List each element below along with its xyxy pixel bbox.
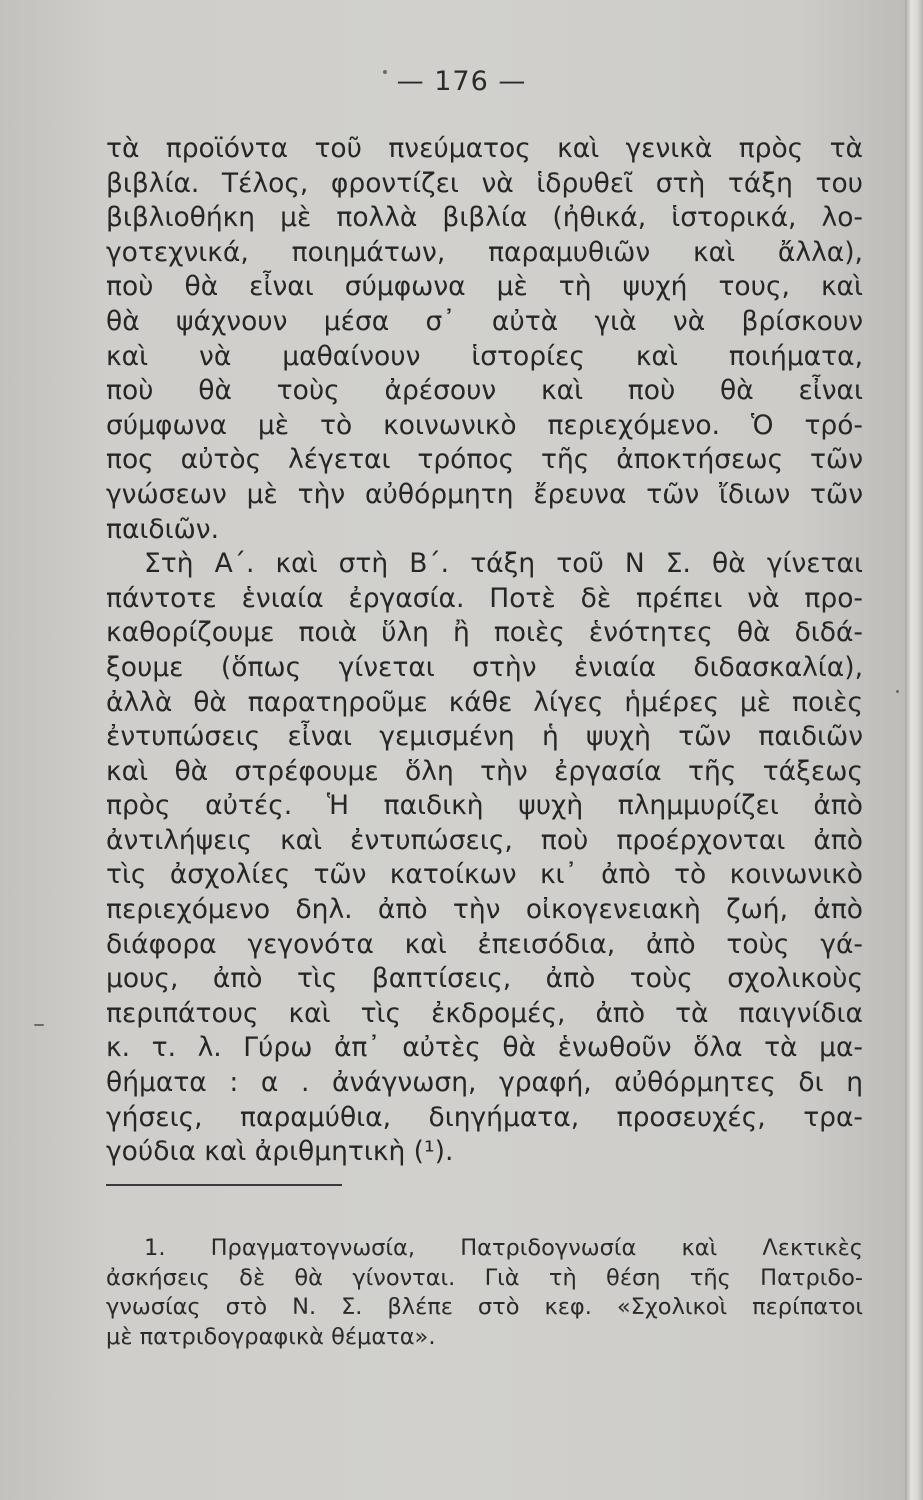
footnote-line: 1. Πραγματογνωσία, Πατριδογνωσία καὶ Λεκτικὲς bbox=[144, 1235, 863, 1261]
text-line: τὶς ἀσχολίες τῶν κατοίκων κι᾽ ἀπὸ τὸ κοινωνικὸ bbox=[106, 859, 863, 891]
text-line: περιπάτους καὶ τὶς ἐκδρομές, ἀπὸ τὰ παιγνίδια bbox=[106, 997, 863, 1029]
text-line: γνώσεων μὲ τὴν αὐθόρμητη ἔρευνα τῶν ἴδιων τῶν bbox=[106, 478, 863, 510]
footnote-line: μὲ πατριδογραφικὰ θέματα». bbox=[106, 1323, 436, 1350]
text-line: μους, ἀπὸ τὶς βαπτίσεις, ἀπὸ τοὺς σχολικοὺς bbox=[106, 963, 863, 995]
text-line: βιβλιοθήκη μὲ πολλὰ βιβλία (ἠθικά, ἱστορικά, λο- bbox=[106, 202, 863, 234]
text-line: γούδια καὶ ἀριθμητικὴ (¹). bbox=[106, 1136, 454, 1168]
text-line: ἐντυπώσεις εἶναι γεμισμένη ἡ ψυχὴ τῶν παιδιῶν bbox=[106, 721, 863, 753]
paper-speck bbox=[34, 1024, 44, 1026]
footnote-divider bbox=[106, 1184, 342, 1186]
text-line: γήσεις, παραμύθια, διηγήματα, προσευχές, τρα- bbox=[106, 1101, 863, 1133]
paper-speck bbox=[896, 690, 899, 693]
text-line: σύμφωνα μὲ τὸ κοινωνικὸ περιεχόμενο. Ὁ τρό- bbox=[106, 409, 863, 441]
text-line: ἀντιλήψεις καὶ ἐντυπώσεις, ποὺ προέρχονται ἀπὸ bbox=[106, 824, 863, 856]
text-line: πος αὐτὸς λέγεται τρόπος τῆς ἀποκτήσεως τῶν bbox=[106, 444, 863, 476]
text-line: καὶ θὰ στρέφουμε ὅλη τὴν ἐργασία τῆς τάξεως bbox=[106, 755, 863, 787]
text-line: ξουμε (ὅπως γίνεται στὴν ἑνιαία διδασκαλία), bbox=[106, 651, 863, 683]
footnote bbox=[106, 1234, 863, 1352]
text-line: ἀλλὰ θὰ παρατηροῦμε κάθε λίγες ἡμέρες μὲ ποιὲς bbox=[106, 686, 863, 718]
text-line: κ. τ. λ. Γύρω ἀπ᾽ αὐτὲς θὰ ἑνωθοῦν ὅλα τὰ μα- bbox=[106, 1032, 863, 1064]
text-line: ποὺ θὰ εἶναι σύμφωνα μὲ τὴ ψυχή τους, καὶ bbox=[106, 271, 863, 303]
text-line: ποὺ θὰ τοὺς ἀρέσουν καὶ ποὺ θὰ εἶναι bbox=[106, 375, 863, 407]
footnote-line: ἀσκήσεις δὲ θὰ γίνονται. Γιὰ τὴ θέση τῆς Πατριδο- bbox=[106, 1264, 863, 1291]
text-line: καὶ νὰ μαθαίνουν ἱστορίες καὶ ποιήματα, bbox=[106, 340, 863, 372]
text-line: περιεχόμενο δηλ. ἀπὸ τὴν οἰκογενειακὴ ζωή, ἀπὸ bbox=[106, 894, 863, 926]
text-line: βιβλία. Τέλος, φροντίζει νὰ ἱδρυθεῖ στὴ τάξη του bbox=[106, 167, 863, 199]
page-edge bbox=[905, 0, 923, 1500]
text-line: καθορίζουμε ποιὰ ὕλη ἢ ποιὲς ἑνότητες θὰ διδά- bbox=[106, 617, 863, 649]
text-line: Στὴ Α΄. καὶ στὴ Β΄. τάξη τοῦ Ν Σ. θὰ γίνεται bbox=[144, 548, 863, 580]
text-line: διάφορα γεγονότα καὶ ἐπεισόδια, ἀπὸ τοὺς γά- bbox=[106, 928, 863, 960]
text-line: θὰ ψάχνουν μέσα σ᾽ αὐτὰ γιὰ νὰ βρίσκουν bbox=[106, 305, 863, 337]
text-line: πάντοτε ἑνιαία ἐργασία. Ποτὲ δὲ πρέπει νὰ προ- bbox=[106, 582, 863, 614]
paper-speck bbox=[383, 70, 387, 74]
text-line: παιδιῶν. bbox=[106, 513, 219, 545]
page-number: — 176 — bbox=[396, 66, 527, 97]
text-line: γοτεχνικά, ποιημάτων, παραμυθιῶν καὶ ἄλλα), bbox=[106, 236, 863, 268]
text-line: τὰ προϊόντα τοῦ πνεύματος καὶ γενικὰ πρὸς τὰ bbox=[106, 133, 863, 164]
footnote-line: γνωσίας στὸ Ν. Σ. βλέπε στὸ κεφ. «Σχολικοὶ περίπατοι bbox=[106, 1294, 863, 1320]
body-text bbox=[106, 132, 863, 1170]
text-line: θήματα : α . ἀνάγνωση, γραφή, αὐθόρμητες δι η bbox=[106, 1067, 863, 1099]
text-line: πρὸς αὐτές. Ἡ παιδικὴ ψυχὴ πλημμυρίζει ἀπὸ bbox=[106, 790, 863, 822]
